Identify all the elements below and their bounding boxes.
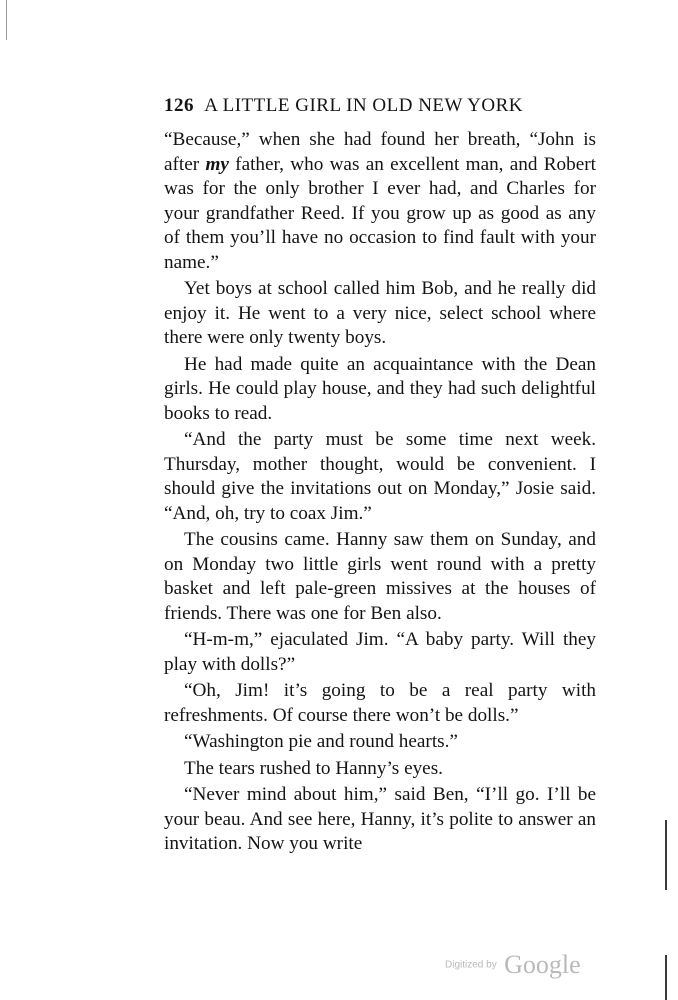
book-page [164,92,596,857]
scan-edge-mark [665,820,667,890]
paragraph: The tears rushed to Hanny’s eyes. [184,757,443,779]
paragraph: He had made quite an acquaintance with the Dean girls. He could play house, and they had such delightful books to read. [164,353,596,424]
paragraph: “Washington pie and round hearts.” [184,731,458,752]
paragraph-text: “Because,” when she had found her breath, “John is after [164,129,596,175]
paragraph: “Oh, Jim! it’s going to be a real party with refreshments. Of course there won’t be dolls.” [164,680,596,726]
paragraph: “H-m-m,” ejaculated Jim. “A baby party. Will they play with dolls?” [164,629,596,675]
running-title: A LITTLE GIRL IN OLD NEW YORK [204,95,523,116]
digitized-watermark [445,950,581,980]
page-number: 126 [164,95,194,116]
watermark-prefix: Digitized by [445,959,497,971]
paragraph: Yet boys at school called him Bob, and he really did enjoy it. He went to a very nice, select school where there were only twenty boys. [164,278,596,348]
paragraph: The cousins came. Hanny saw them on Sunday, and on Monday two little girls went round with a pretty basket and left pale-green missives at the houses of friends. There was one for Ben also. [164,529,596,624]
paragraph: “Never mind about him,” said Ben, “I’ll go. I’ll be your beau. And see here, Hanny, it’s polite to answer an invitation. Now you write [164,784,596,854]
scan-edge-mark [6,0,7,40]
watermark-brand: Google [504,950,581,979]
paragraph-text: father, who was an excellent man, and Robert was for the only brother I ever had, and Charles for your grandfather Reed. If you grow up as good as any of them you’ll have no occasion to find fault with your name.” [164,153,596,273]
body-text [164,128,596,857]
paragraph [164,128,596,275]
emphasized-word: my [205,153,229,175]
paragraph: “And the party must be some time next week. Thursday, mother thought, would be convenient. I should give the invitations out on Monday,” Josie said. “And, oh, try to coax Jim.” [164,429,596,524]
running-head [164,92,596,120]
scan-edge-mark [665,955,667,1000]
